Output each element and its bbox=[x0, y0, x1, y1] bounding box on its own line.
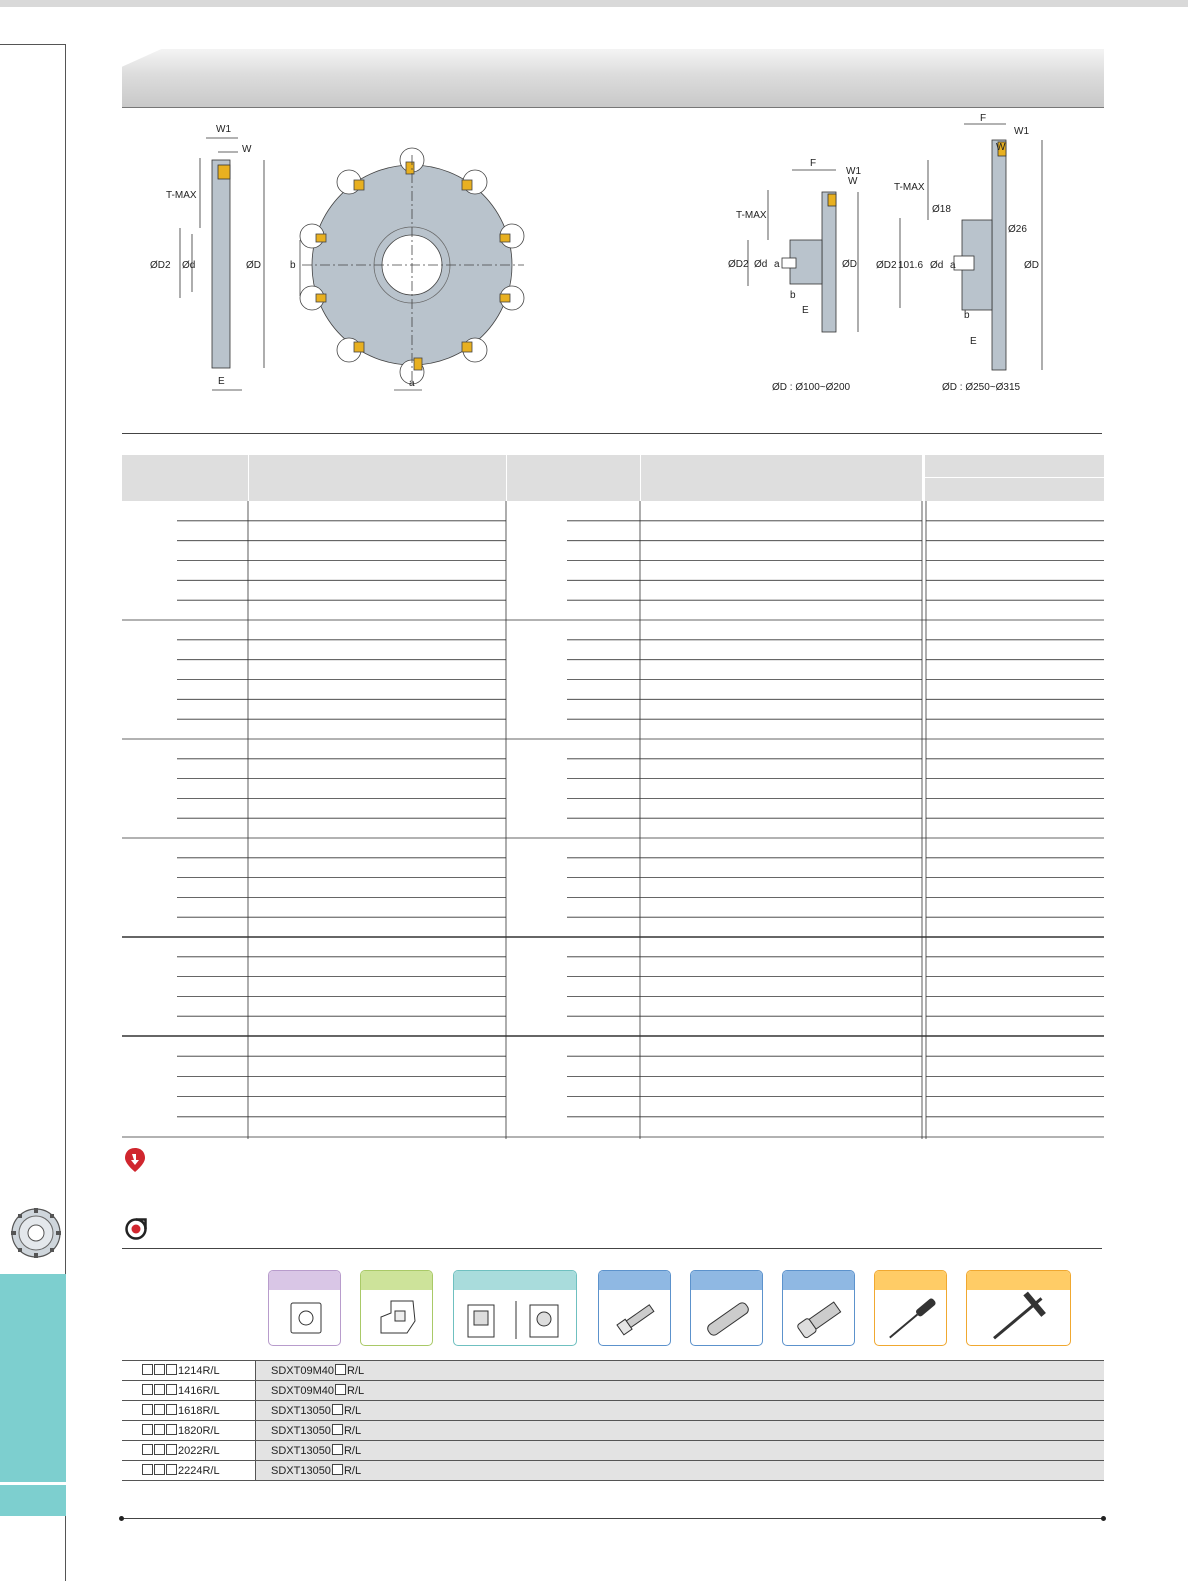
side-view-large bbox=[900, 124, 1042, 370]
label-d-bore: Ød bbox=[182, 260, 196, 271]
insert-code bbox=[256, 1441, 1105, 1461]
accessory-cap bbox=[269, 1271, 340, 1290]
label-b-medium: b bbox=[790, 290, 796, 301]
cartridge-icon bbox=[454, 1291, 578, 1345]
wedge-icon bbox=[361, 1291, 434, 1345]
label-d18: Ø18 bbox=[932, 204, 951, 215]
wrench-accessory-card bbox=[966, 1270, 1071, 1346]
insert-code-text: SDXT09M40 bbox=[271, 1365, 334, 1377]
table-row bbox=[122, 1381, 1104, 1401]
holder-code-text: 2022R/L bbox=[178, 1445, 220, 1457]
accessory-rule bbox=[122, 1248, 1102, 1249]
holder-code-text: 1214R/L bbox=[178, 1365, 220, 1377]
insert-code bbox=[256, 1401, 1105, 1421]
label-w-large: W bbox=[996, 142, 1006, 153]
left-frame bbox=[0, 44, 66, 1204]
screw-accessory-card bbox=[598, 1270, 671, 1346]
caption-large-range: ØD : Ø250~Ø315 bbox=[942, 382, 1021, 393]
label-w1-medium: W1 bbox=[846, 166, 861, 177]
label-a: a bbox=[409, 378, 415, 389]
insert-suffix: R/L bbox=[343, 1405, 362, 1417]
section-tab[interactable] bbox=[0, 1274, 66, 1516]
label-w-medium: W bbox=[848, 176, 858, 187]
label-e-large: E bbox=[970, 336, 977, 347]
top-bar bbox=[0, 0, 1188, 7]
section-rule bbox=[122, 433, 1102, 434]
label-w: W bbox=[242, 144, 252, 155]
table-row bbox=[122, 1461, 1104, 1481]
cutter-thumbnail-icon bbox=[10, 1207, 62, 1259]
screw-icon bbox=[599, 1291, 672, 1345]
holder-code bbox=[122, 1401, 256, 1421]
accessory-cap bbox=[691, 1271, 762, 1290]
accessory-cap bbox=[361, 1271, 432, 1290]
label-tmax-medium: T-MAX bbox=[736, 210, 767, 221]
holder-code-text: 2224R/L bbox=[178, 1465, 220, 1477]
label-d2-medium: ØD2 bbox=[728, 259, 749, 270]
label-f-large: F bbox=[980, 113, 987, 124]
label-outer-d-medium: ØD bbox=[842, 259, 857, 270]
holder-code bbox=[122, 1381, 256, 1401]
label-d-large: Ød bbox=[930, 260, 944, 271]
insert-code-text: SDXT13050 bbox=[271, 1405, 331, 1417]
table-row bbox=[122, 1421, 1104, 1441]
spec-table-grid bbox=[122, 501, 1104, 1141]
accessory-cap bbox=[599, 1271, 670, 1290]
label-outer-d-large: ØD bbox=[1024, 260, 1039, 271]
insert-code bbox=[256, 1381, 1105, 1401]
accessory-cap bbox=[454, 1271, 576, 1290]
label-outer-d: ØD bbox=[246, 260, 261, 271]
table-row bbox=[122, 1401, 1104, 1421]
holder-code-text: 1618R/L bbox=[178, 1405, 220, 1417]
insert-code-text: SDXT13050 bbox=[271, 1445, 331, 1457]
insert-code-text: SDXT13050 bbox=[271, 1465, 331, 1477]
footer-dot-right bbox=[1101, 1516, 1106, 1521]
parts-table bbox=[122, 1360, 1104, 1481]
label-d2-large: ØD2 bbox=[876, 260, 897, 271]
insert-code bbox=[256, 1361, 1105, 1381]
insert-suffix: R/L bbox=[346, 1365, 365, 1377]
insert-accessory-card bbox=[268, 1270, 341, 1346]
insert-code bbox=[256, 1421, 1105, 1441]
label-d-medium: Ød bbox=[754, 259, 768, 270]
holder-code-text: 1820R/L bbox=[178, 1425, 220, 1437]
accessory-cap bbox=[783, 1271, 854, 1290]
table-row bbox=[122, 1441, 1104, 1461]
table-header bbox=[122, 455, 1104, 501]
caption-small-range: ØD : Ø100~Ø200 bbox=[772, 382, 851, 393]
label-d2: ØD2 bbox=[150, 260, 171, 271]
label-a-large: a bbox=[950, 260, 956, 271]
insert-suffix: R/L bbox=[343, 1445, 362, 1457]
insert-code-text: SDXT09M40 bbox=[271, 1385, 334, 1397]
holder-code bbox=[122, 1361, 256, 1381]
wrench-icon bbox=[967, 1291, 1072, 1345]
insert-code bbox=[256, 1461, 1105, 1481]
table-row bbox=[122, 1361, 1104, 1381]
wedge-accessory-card bbox=[360, 1270, 433, 1346]
target-icon bbox=[125, 1218, 147, 1240]
cutter-dimension-drawing bbox=[122, 110, 1102, 430]
label-1016: 101.6 bbox=[898, 260, 924, 271]
insert-suffix: R/L bbox=[343, 1425, 362, 1437]
insert-suffix: R/L bbox=[346, 1385, 365, 1397]
label-w1-large: W1 bbox=[1014, 126, 1029, 137]
screwdriver-accessory-card bbox=[874, 1270, 947, 1346]
holder-code bbox=[122, 1421, 256, 1441]
double-screw-accessory-card bbox=[690, 1270, 763, 1346]
clamp-screw-icon bbox=[783, 1291, 856, 1345]
insert-icon bbox=[269, 1291, 342, 1345]
holder-code bbox=[122, 1461, 256, 1481]
accessory-cap bbox=[875, 1271, 946, 1290]
insert-code-text: SDXT13050 bbox=[271, 1425, 331, 1437]
label-a-medium: a bbox=[774, 259, 780, 270]
note-arrow-icon bbox=[124, 1147, 146, 1173]
footer-dot-left bbox=[119, 1516, 124, 1521]
footer-rule bbox=[122, 1518, 1104, 1519]
label-e-medium: E bbox=[802, 305, 809, 316]
screwdriver-icon bbox=[875, 1291, 948, 1345]
label-b: b bbox=[290, 260, 296, 271]
label-d26: Ø26 bbox=[1008, 224, 1027, 235]
front-view bbox=[300, 148, 524, 390]
label-tmax: T-MAX bbox=[166, 190, 197, 201]
label-w1: W1 bbox=[216, 124, 231, 135]
label-f-medium: F bbox=[810, 158, 817, 169]
insert-suffix: R/L bbox=[343, 1465, 362, 1477]
holder-code-text: 1416R/L bbox=[178, 1385, 220, 1397]
holder-code bbox=[122, 1441, 256, 1461]
label-e: E bbox=[218, 376, 225, 387]
accessory-cap bbox=[967, 1271, 1070, 1290]
label-b-large: b bbox=[964, 310, 970, 321]
label-tmax-large: T-MAX bbox=[894, 182, 925, 193]
double-screw-icon bbox=[691, 1291, 764, 1345]
section-tab-divider bbox=[0, 1482, 66, 1485]
title-banner bbox=[122, 49, 1104, 108]
clamp-screw-accessory-card bbox=[782, 1270, 855, 1346]
cartridge-accessory-card bbox=[453, 1270, 577, 1346]
